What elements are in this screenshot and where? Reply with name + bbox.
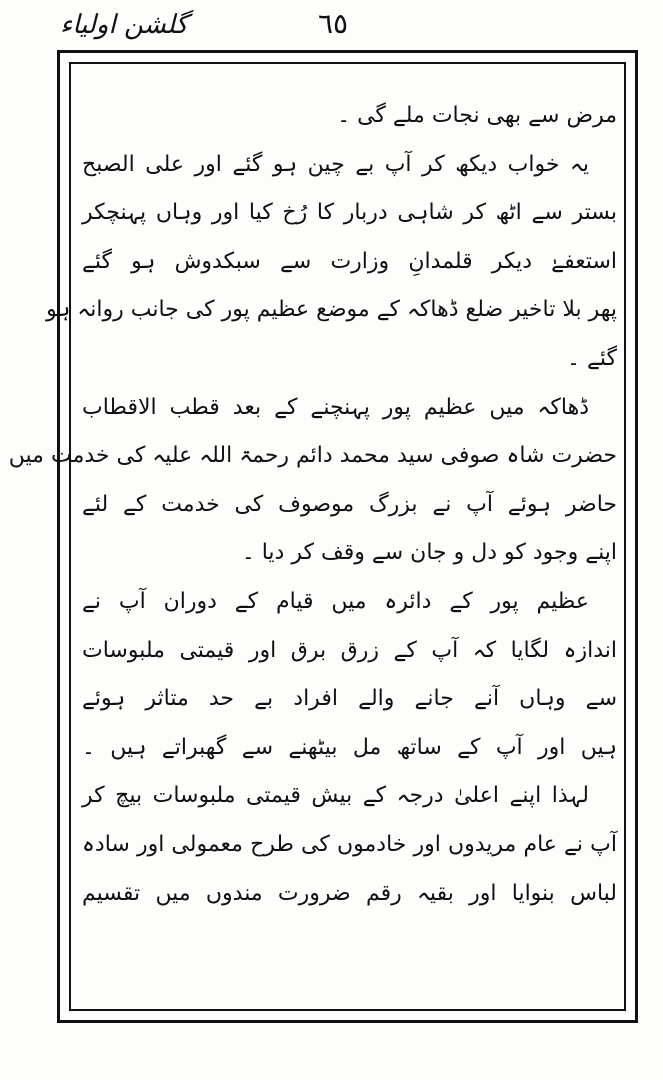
text-line: اپنے وجود کو دل و جان سے وقف کر دیا ۔ bbox=[241, 540, 617, 566]
text-line: مرض سے بھی نجات ملے گی ۔ bbox=[337, 103, 617, 128]
text-line: عظیم پور کے دائرہ میں قیام کے دوران آپ نے bbox=[82, 588, 589, 614]
text-line: بستر سے اٹھ کر شاہی دربار کا رُخ کیا اور وہاں پہنچکر bbox=[82, 200, 617, 226]
running-title: گلشن اولیاء bbox=[60, 10, 188, 40]
text-line: لہذا اپنے اعلیٰ درجہ کے بیش قیمتی ملبوسات بیچ کر bbox=[82, 783, 589, 809]
text-line: استعفےٰ دیکر قلمدانِ وزارت سے سبکدوش ہو گئے bbox=[82, 248, 617, 274]
text-line: آپ نے عام مریدوں اور خادموں کی طرح معمولی اور سادہ bbox=[82, 831, 617, 857]
text-line: اندازہ لگایا کہ آپ کے زرق برق اور قیمتی ملبوسات bbox=[82, 637, 617, 663]
text-line: گئے ۔ bbox=[567, 345, 617, 371]
text-line: سے وہاں آنے جانے والے افراد بے حد متاثر ہوئے bbox=[82, 686, 617, 712]
text-line: حاضر ہوئے آپ نے بزرگ موصوف کی خدمت کے لئے bbox=[82, 491, 617, 517]
text-line: ہیں اور آپ کے ساتھ مل بیٹھنے سے گھبراتے ہیں ۔ bbox=[82, 734, 617, 760]
text-line: یہ خواب دیکھ کر آپ بے چین ہو گئے اور علی الصبح bbox=[82, 151, 589, 177]
text-line: حضرت شاہ صوفی سید محمد دائم رحمۃ اللہ علیہ کی خدمت میں bbox=[8, 443, 617, 469]
text-body bbox=[8, 92, 617, 918]
text-line: لباس بنوایا اور بقیہ رقم ضرورت مندوں میں تقسیم bbox=[82, 880, 617, 906]
page-number: ٦٥ bbox=[318, 7, 349, 40]
text-line: ڈھاکہ میں عظیم پور پہنچنے کے بعد قطب الاقطاب bbox=[82, 394, 589, 420]
text-line: پھر بلا تاخیر ضلع ڈھاکہ کے موضع عظیم پور کی جانب روانہ ہو bbox=[46, 297, 617, 323]
